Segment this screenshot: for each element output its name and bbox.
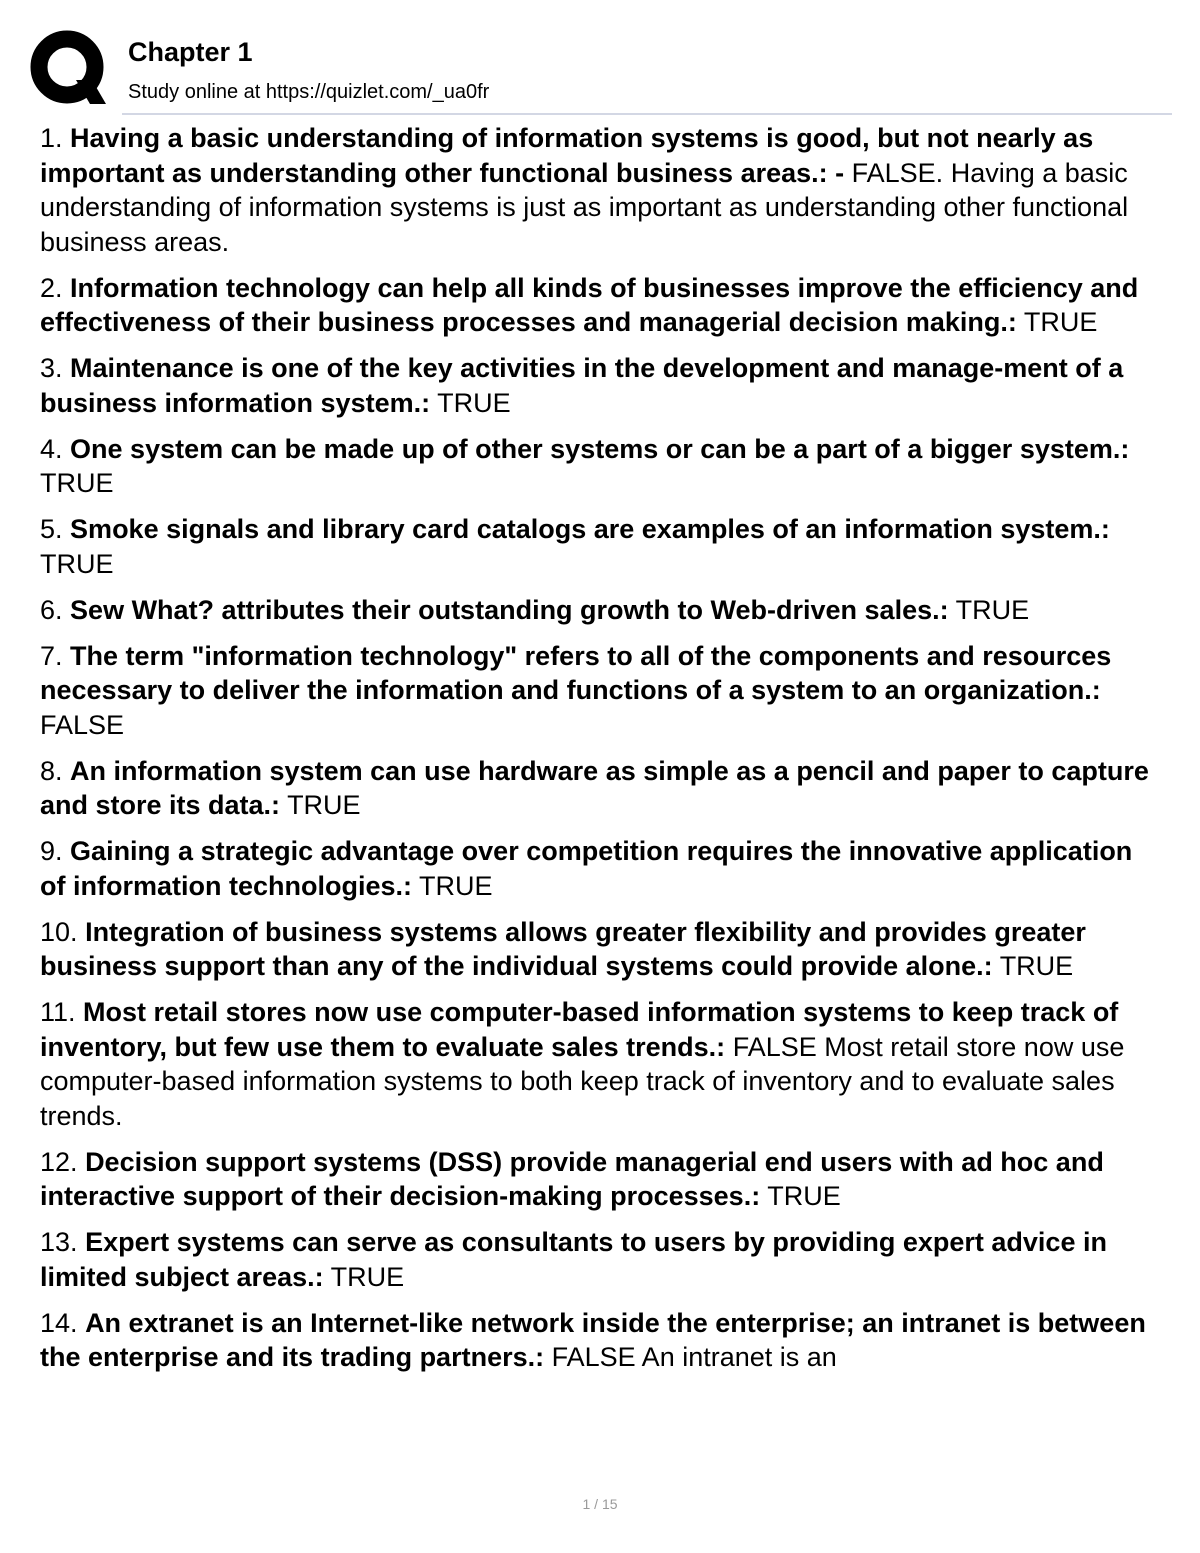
item-number: 8. <box>40 755 63 786</box>
answer-text: TRUE <box>955 594 1030 625</box>
question-text: Maintenance is one of the key activities in the development and manage-ment of a business information system.: <box>40 353 1124 418</box>
item-number: 12. <box>40 1146 78 1177</box>
answer-text: TRUE <box>330 1261 405 1292</box>
item-number: 5. <box>40 514 63 544</box>
item-number: 6. <box>40 594 63 625</box>
question-text: Gaining a strategic advantage over competition requires the innovative application of information technologies.: <box>40 836 1133 901</box>
header-divider <box>122 113 1172 115</box>
question-text: Integration of business systems allows greater flexibility and provides greater business support than any of the individual systems could provide alone.: <box>40 916 1086 981</box>
answer-text: TRUE <box>437 387 511 418</box>
answer-text: TRUE <box>999 951 1074 981</box>
page-number: 1 / 15 <box>582 1496 618 1512</box>
qa-item <box>40 1306 1164 1375</box>
answer-text: FALSE <box>40 709 125 740</box>
qa-item <box>40 121 1164 259</box>
qa-item <box>40 271 1164 340</box>
question-text: One system can be made up of other systems or can be a part of a bigger system.: <box>70 433 1130 464</box>
flashcard-list <box>40 121 1164 1386</box>
question-text: Decision support systems (DSS) provide managerial end users with ad hoc and interactive support of their decision-making processes.: <box>40 1146 1104 1211</box>
question-text: Smoke signals and library card catalogs are examples of an information system.: <box>70 514 1110 544</box>
answer-text: FALSE. Having a basic understanding of information systems is just as important as understanding other functional business areas. <box>40 157 1129 257</box>
answer-text: TRUE <box>40 468 114 498</box>
qa-item <box>40 432 1164 501</box>
qa-item <box>40 995 1164 1133</box>
qa-item <box>40 639 1164 743</box>
question-text: Expert systems can serve as consultants to users by providing expert advice in limited subject areas.: <box>40 1227 1107 1292</box>
answer-text: TRUE <box>419 870 493 901</box>
item-number: 2. <box>40 272 63 303</box>
qa-item <box>40 915 1164 984</box>
answer-text: FALSE An intranet is an <box>551 1342 837 1372</box>
item-number: 7. <box>40 640 63 671</box>
answer-text: TRUE <box>40 548 114 579</box>
question-text: Most retail stores now use computer-based information systems to keep track of inventory, but few use them to evaluate sales trends.: <box>40 997 1119 1062</box>
study-online-link-text: Study online at https://quizlet.com/_ua0fr <box>128 81 490 103</box>
qa-item <box>40 1225 1164 1294</box>
question-text: Having a basic understanding of information systems is good, but not nearly as important as understanding other functional business areas.: - <box>40 123 1094 188</box>
qa-item <box>40 1145 1164 1214</box>
page-title: Chapter 1 <box>128 37 253 67</box>
qa-item <box>40 351 1164 420</box>
question-text: An information system can use hardware as simple as a pencil and paper to capture and store its data.: <box>40 755 1149 820</box>
answer-text: TRUE <box>1023 307 1098 337</box>
qa-item <box>40 512 1164 581</box>
qa-item <box>40 593 1164 628</box>
qa-item <box>40 754 1164 823</box>
item-number: 9. <box>40 836 63 866</box>
item-number: 3. <box>40 353 63 383</box>
answer-text: TRUE <box>287 790 361 820</box>
quizlet-logo-icon <box>30 30 108 104</box>
item-number: 4. <box>40 433 63 464</box>
question-text: An extranet is an Internet-like network inside the enterprise; an intranet is between the enterprise and its trading partners.: <box>40 1307 1146 1372</box>
question-text: Information technology can help all kinds of businesses improve the efficiency and effectiveness of their business processes and managerial decision making.: <box>40 272 1139 337</box>
document-header <box>30 30 1172 112</box>
answer-text: FALSE Most retail store now use computer-based information systems to both keep track of inventory and to evaluate sales trends. <box>40 1031 1125 1131</box>
item-number: 11. <box>40 997 76 1027</box>
item-number: 13. <box>40 1227 78 1257</box>
question-text: Sew What? attributes their outstanding growth to Web-driven sales.: <box>70 594 949 625</box>
item-number: 1. <box>40 123 63 153</box>
item-number: 10. <box>40 916 78 947</box>
item-number: 14. <box>40 1307 78 1338</box>
answer-text: TRUE <box>767 1181 841 1211</box>
qa-item <box>40 834 1164 903</box>
question-text: The term "information technology" refers to all of the components and resources necessary to deliver the information and functions of a system to an organization.: <box>40 640 1112 705</box>
